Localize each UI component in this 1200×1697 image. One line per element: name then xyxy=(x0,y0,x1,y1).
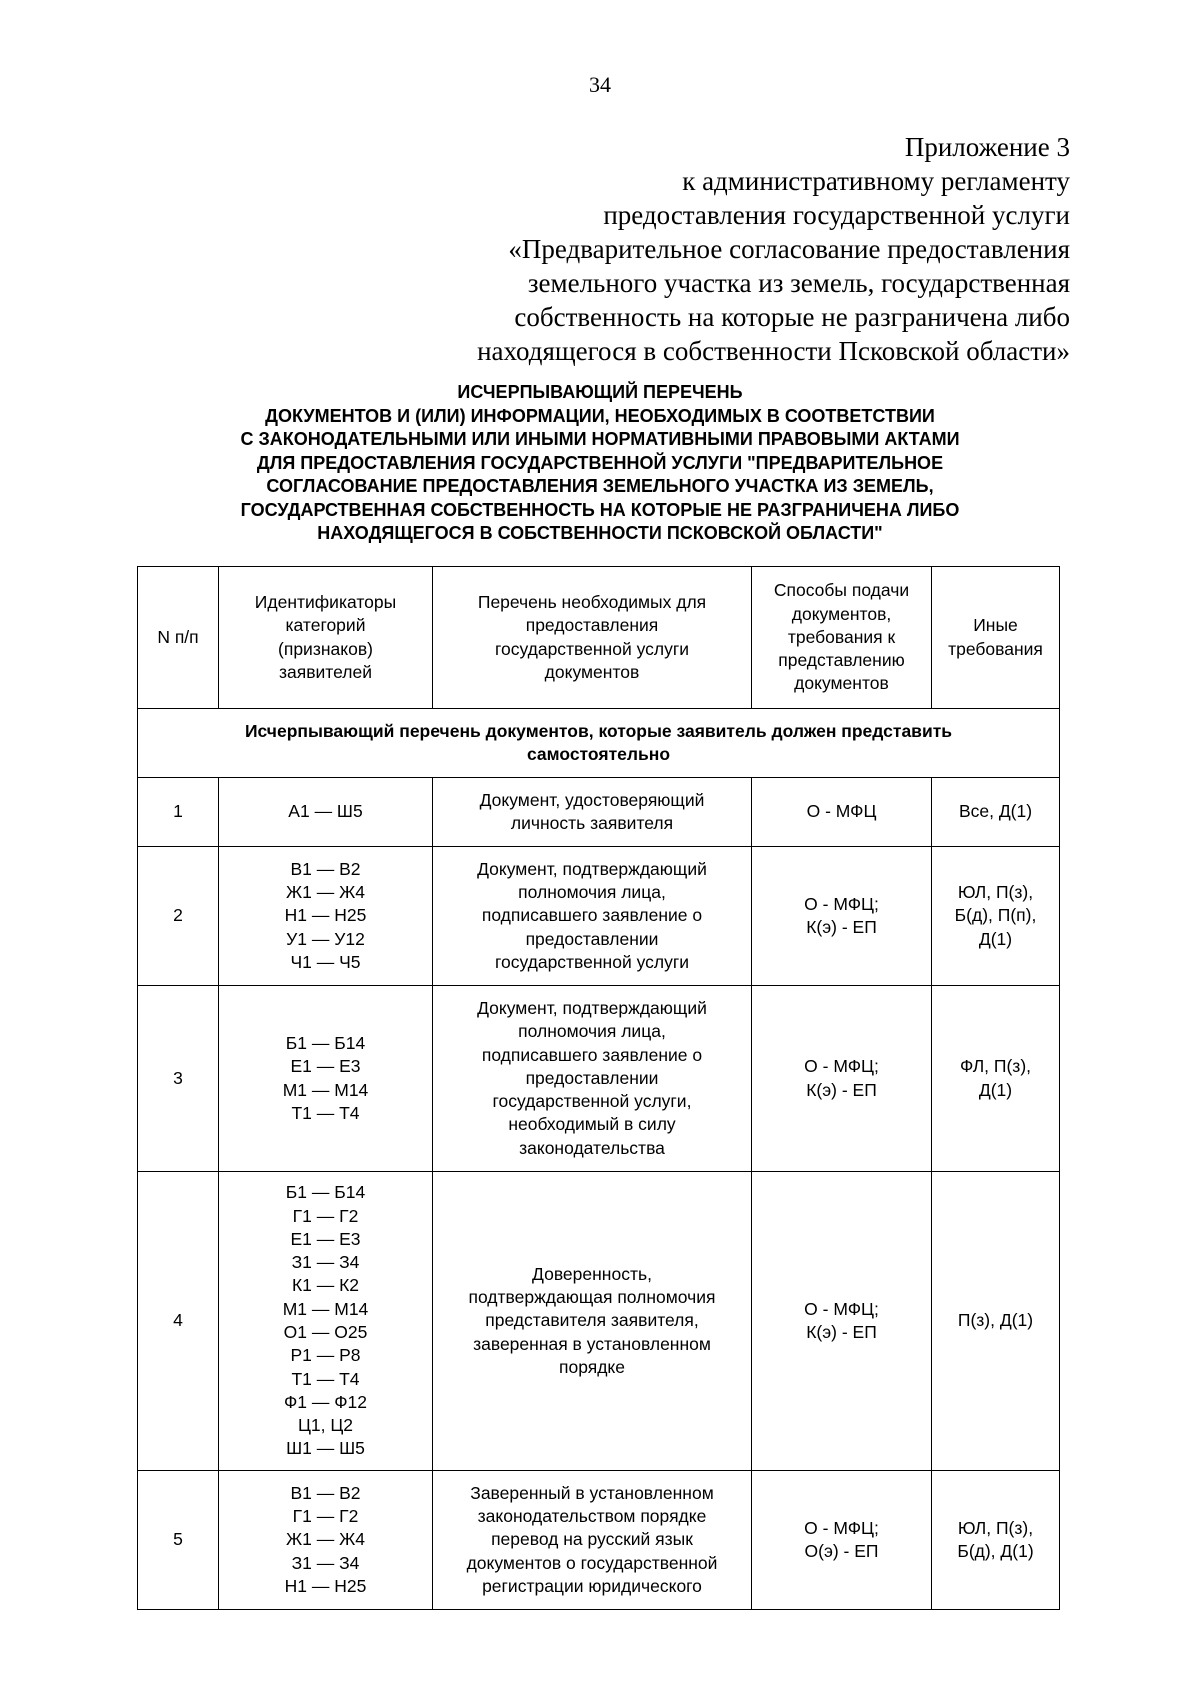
row-submission-methods: О - МФЦ xyxy=(752,778,932,847)
header-number: N п/п xyxy=(138,567,219,709)
row-applicant-ids: В1 — В2 Г1 — Г2 Ж1 — Ж4 З1 — З4 Н1 — Н25 xyxy=(219,1471,433,1610)
table-row xyxy=(138,778,1060,847)
row-other-requirements: ЮЛ, П(з), Б(д), Д(1) xyxy=(932,1471,1060,1610)
header-submission-methods: Способы подачи документов, требования к представлению документов xyxy=(752,567,932,709)
section-title: Исчерпывающий перечень документов, которые заявитель должен представить самостоятельно xyxy=(138,709,1060,778)
document-heading xyxy=(0,381,1200,546)
row-submission-methods: О - МФЦ; К(э) - ЕП xyxy=(752,1172,932,1471)
row-applicant-ids: А1 — Ш5 xyxy=(219,778,433,847)
row-other-requirements: ФЛ, П(з), Д(1) xyxy=(932,986,1060,1172)
row-other-requirements: ЮЛ, П(з), Б(д), П(п), Д(1) xyxy=(932,847,1060,986)
page-number: 34 xyxy=(589,72,611,97)
table-row xyxy=(138,1172,1060,1471)
table-row xyxy=(138,847,1060,986)
heading-line: ГОСУДАРСТВЕННАЯ СОБСТВЕННОСТЬ НА КОТОРЫЕ НЕ РАЗГРАНИЧЕНА ЛИБО xyxy=(240,499,960,520)
heading-line: ИСЧЕРПЫВАЮЩИЙ ПЕРЕЧЕНЬ xyxy=(457,382,743,402)
table-header-row xyxy=(138,567,1060,709)
header-other-requirements: Иные требования xyxy=(932,567,1060,709)
row-document: Документ, удостоверяющий личность заявителя xyxy=(433,778,752,847)
row-other-requirements: П(з), Д(1) xyxy=(932,1172,1060,1471)
appendix-line: находящегося в собственности Псковской области» xyxy=(477,336,1070,366)
row-number: 3 xyxy=(138,986,219,1172)
row-number: 4 xyxy=(138,1172,219,1471)
appendix-line: к административному регламенту xyxy=(682,166,1070,196)
header-documents: Перечень необходимых для предоставления государственной услуги документов xyxy=(433,567,752,709)
documents-table xyxy=(137,566,1060,1610)
heading-line: ДЛЯ ПРЕДОСТАВЛЕНИЯ ГОСУДАРСТВЕННОЙ УСЛУГИ "ПРЕДВАРИТЕЛЬНОЕ xyxy=(256,452,944,473)
row-document: Документ, подтверждающий полномочия лица, подписавшего заявление о предоставлении государственной услуги xyxy=(433,847,752,986)
heading-line: СОГЛАСОВАНИЕ ПРЕДОСТАВЛЕНИЯ ЗЕМЕЛЬНОГО УЧАСТКА ИЗ ЗЕМЕЛЬ, xyxy=(266,476,934,496)
section-row xyxy=(138,709,1060,778)
header-applicant-ids: Идентификаторы категорий (признаков) заявителей xyxy=(219,567,433,709)
appendix-line: собственность на которые не разграничена либо xyxy=(514,302,1070,332)
appendix-note xyxy=(477,130,1070,368)
table-row xyxy=(138,1471,1060,1610)
appendix-line: земельного участка из земель, государственная xyxy=(527,268,1070,298)
heading-line: ДОКУМЕНТОВ И (ИЛИ) ИНФОРМАЦИИ, НЕОБХОДИМЫХ В СООТВЕТСТВИИ xyxy=(265,405,935,426)
row-submission-methods: О - МФЦ; О(э) - ЕП xyxy=(752,1471,932,1610)
row-document: Заверенный в установленном законодательством порядке перевод на русский язык документов о государственной регистрации юридического xyxy=(433,1471,752,1610)
row-submission-methods: О - МФЦ; К(э) - ЕП xyxy=(752,847,932,986)
table-row xyxy=(138,986,1060,1172)
heading-line: С ЗАКОНОДАТЕЛЬНЫМИ ИЛИ ИНЫМИ НОРМАТИВНЫМИ ПРАВОВЫМИ АКТАМИ xyxy=(240,429,960,449)
row-number: 2 xyxy=(138,847,219,986)
row-document: Документ, подтверждающий полномочия лица, подписавшего заявление о предоставлении государственной услуги, необходимый в силу законодательства xyxy=(433,986,752,1172)
heading-line: НАХОДЯЩЕГОСЯ В СОБСТВЕННОСТИ ПСКОВСКОЙ ОБЛАСТИ" xyxy=(317,523,883,543)
row-number: 5 xyxy=(138,1471,219,1610)
row-number: 1 xyxy=(138,778,219,847)
row-submission-methods: О - МФЦ; К(э) - ЕП xyxy=(752,986,932,1172)
appendix-line: Приложение 3 xyxy=(904,132,1070,162)
row-document: Доверенность, подтверждающая полномочия представителя заявителя, заверенная в установленном порядке xyxy=(433,1172,752,1471)
appendix-line: «Предварительное согласование предоставления xyxy=(508,234,1070,264)
row-other-requirements: Все, Д(1) xyxy=(932,778,1060,847)
row-applicant-ids: Б1 — Б14 Е1 — Е3 М1 — М14 Т1 — Т4 xyxy=(219,986,433,1172)
appendix-line: предоставления государственной услуги xyxy=(603,200,1070,230)
row-applicant-ids: В1 — В2 Ж1 — Ж4 Н1 — Н25 У1 — У12 Ч1 — Ч5 xyxy=(219,847,433,986)
row-applicant-ids: Б1 — Б14 Г1 — Г2 Е1 — Е3 З1 — З4 К1 — К2 М1 — М14 О1 — О25 Р1 — Р8 Т1 — Т4 Ф1 — Ф12 Ц1, Ц2 Ш1 — Ш5 xyxy=(219,1172,433,1471)
